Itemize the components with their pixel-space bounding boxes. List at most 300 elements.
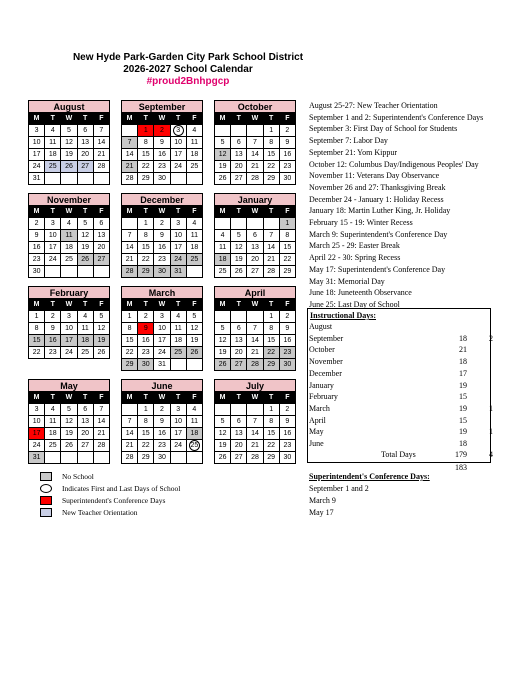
day-cell: 18 — [170, 335, 186, 347]
day-cell: 14 — [247, 335, 263, 347]
day-cell: 24 — [29, 440, 45, 452]
day-cell: 29 — [263, 359, 279, 371]
weekday-label: T — [45, 300, 61, 311]
instructional-month: March — [309, 403, 330, 413]
day-cell: 12 — [215, 149, 231, 161]
weekday-label: W — [247, 114, 263, 125]
day-cell: 3 — [45, 218, 61, 230]
week-row — [215, 254, 296, 266]
weekday-label: M — [122, 300, 138, 311]
day-cell: 3 — [170, 404, 186, 416]
weekday-label: F — [93, 114, 109, 125]
instructional-month: December — [309, 368, 342, 378]
month-february — [28, 286, 110, 359]
day-cell: 13 — [231, 149, 247, 161]
month-january — [214, 193, 296, 278]
day-cell: 24 — [45, 254, 61, 266]
day-cell: 1 — [279, 218, 295, 230]
day-cell — [61, 452, 77, 464]
day-cell: 31 — [29, 173, 45, 185]
day-cell: 23 — [154, 440, 170, 452]
day-cell: 17 — [170, 242, 186, 254]
month-table — [121, 113, 203, 185]
day-cell: 24 — [170, 254, 186, 266]
month-name: October — [214, 100, 296, 113]
day-cell: 12 — [93, 323, 109, 335]
day-cell: 28 — [122, 266, 138, 278]
day-cell: 6 — [231, 323, 247, 335]
day-cell: 2 — [279, 404, 295, 416]
day-cell: 5 — [186, 311, 202, 323]
day-cell — [247, 218, 263, 230]
month-december — [121, 193, 203, 278]
day-cell: 13 — [247, 242, 263, 254]
week-row — [29, 173, 110, 185]
event-item: September 7: Labor Day — [309, 136, 388, 146]
day-cell: 8 — [138, 416, 154, 428]
day-cell: 22 — [263, 440, 279, 452]
week-row — [29, 311, 110, 323]
weekday-label: W — [61, 393, 77, 404]
event-item: May 31: Memorial Day — [309, 276, 385, 286]
day-cell: 1 — [138, 404, 154, 416]
day-cell: 26 — [215, 359, 231, 371]
instructional-month: September — [309, 333, 344, 343]
weekday-label: T — [231, 207, 247, 218]
month-table — [214, 206, 296, 278]
event-item: October 12: Columbus Day/Indigenous Peoples' Day — [309, 159, 479, 169]
day-cell: 11 — [215, 242, 231, 254]
day-cell — [122, 404, 138, 416]
day-cell: 27 — [231, 452, 247, 464]
weekday-header — [29, 207, 110, 218]
instructional-month: April — [309, 415, 326, 425]
week-row — [215, 428, 296, 440]
week-row — [122, 347, 203, 359]
event-item: January 18: Martin Luther King, Jr. Holiday — [309, 206, 451, 216]
weekday-label: T — [77, 207, 93, 218]
instructional-month: January — [309, 380, 334, 390]
day-cell: 14 — [93, 137, 109, 149]
day-cell: 4 — [186, 218, 202, 230]
weekday-label: T — [231, 300, 247, 311]
day-cell: 1 — [29, 311, 45, 323]
day-cell: 10 — [170, 230, 186, 242]
month-october — [214, 100, 296, 185]
day-cell: 11 — [61, 230, 77, 242]
day-cell: 21 — [247, 161, 263, 173]
day-cell: 26 — [61, 440, 77, 452]
weekday-label: T — [263, 207, 279, 218]
day-cell: 24 — [170, 161, 186, 173]
day-cell: 22 — [122, 347, 138, 359]
day-cell: 16 — [154, 242, 170, 254]
day-cell: 12 — [61, 137, 77, 149]
total-extra: 4 — [489, 450, 493, 459]
legend-label: Superintendent's Conference Days — [62, 496, 166, 505]
day-cell — [45, 452, 61, 464]
week-row — [215, 137, 296, 149]
day-cell: 25 — [77, 347, 93, 359]
day-cell: 9 — [154, 230, 170, 242]
day-cell: 8 — [279, 230, 295, 242]
weekday-label: M — [215, 207, 231, 218]
day-cell: 2 — [138, 311, 154, 323]
week-row — [29, 440, 110, 452]
day-cell: 29 — [263, 452, 279, 464]
day-cell: 17 — [29, 149, 45, 161]
weekday-header — [122, 393, 203, 404]
month-september — [121, 100, 203, 185]
day-cell: 5 — [215, 323, 231, 335]
day-cell: 28 — [93, 440, 109, 452]
superintendent-item: September 1 and 2 — [309, 484, 369, 493]
event-item: March 9: Superintendent's Conference Day — [309, 229, 448, 239]
day-cell: 14 — [247, 428, 263, 440]
day-cell: 27 — [77, 161, 93, 173]
instructional-days: 18 — [459, 357, 467, 367]
day-cell — [186, 173, 202, 185]
day-cell: 28 — [247, 173, 263, 185]
day-cell: 9 — [154, 137, 170, 149]
day-cell: 1 — [138, 125, 154, 137]
month-name: May — [28, 379, 110, 392]
day-cell: 27 — [231, 359, 247, 371]
day-cell: 9 — [279, 323, 295, 335]
day-cell: 15 — [279, 242, 295, 254]
day-cell: 19 — [215, 347, 231, 359]
week-row — [215, 452, 296, 464]
weekday-label: F — [93, 207, 109, 218]
day-cell: 17 — [170, 149, 186, 161]
day-cell: 8 — [263, 137, 279, 149]
month-name: August — [28, 100, 110, 113]
instructional-row — [309, 356, 514, 368]
day-cell: 18 — [45, 428, 61, 440]
day-cell: 25 — [186, 254, 202, 266]
day-cell: 19 — [61, 428, 77, 440]
day-cell: 2 — [154, 404, 170, 416]
day-cell: 3 — [29, 404, 45, 416]
day-cell: 9 — [154, 416, 170, 428]
event-item: February 15 - 19: Winter Recess — [309, 218, 413, 228]
day-cell: 25 — [215, 266, 231, 278]
day-cell: 22 — [138, 254, 154, 266]
instructional-extra: 2 — [489, 333, 493, 343]
weekday-label: W — [247, 300, 263, 311]
instructional-month: June — [309, 439, 324, 448]
day-cell: 28 — [247, 359, 263, 371]
month-table — [214, 392, 296, 464]
weekday-label: F — [186, 114, 202, 125]
day-cell: 14 — [122, 428, 138, 440]
day-cell: 13 — [77, 416, 93, 428]
week-row — [29, 254, 110, 266]
day-cell: 1 — [138, 218, 154, 230]
day-cell: 31 — [29, 452, 45, 464]
day-cell: 6 — [77, 404, 93, 416]
month-name: April — [214, 286, 296, 299]
weekday-label: F — [279, 114, 295, 125]
week-row — [122, 359, 203, 371]
day-cell: 20 — [231, 347, 247, 359]
weekday-label: M — [122, 207, 138, 218]
events-list — [309, 100, 509, 311]
day-cell: 3 — [29, 125, 45, 137]
day-cell: 9 — [45, 323, 61, 335]
weekday-label: T — [263, 393, 279, 404]
day-cell: 22 — [279, 254, 295, 266]
day-cell — [215, 125, 231, 137]
week-row — [215, 335, 296, 347]
day-cell: 18 — [77, 335, 93, 347]
day-cell: 1 — [263, 125, 279, 137]
day-cell: 19 — [186, 335, 202, 347]
week-row — [122, 452, 203, 464]
day-cell — [93, 173, 109, 185]
day-cell — [93, 452, 109, 464]
day-cell: 20 — [93, 242, 109, 254]
weekday-label: F — [279, 300, 295, 311]
month-table — [28, 113, 110, 185]
week-row — [122, 254, 203, 266]
day-cell — [231, 404, 247, 416]
weekday-label: W — [154, 114, 170, 125]
day-cell — [247, 404, 263, 416]
week-row — [122, 335, 203, 347]
day-cell: 12 — [215, 428, 231, 440]
day-cell: 6 — [77, 125, 93, 137]
day-cell: 6 — [231, 416, 247, 428]
day-cell: 15 — [138, 242, 154, 254]
weekday-header — [29, 393, 110, 404]
day-cell: 7 — [263, 230, 279, 242]
day-cell: 4 — [45, 404, 61, 416]
day-cell: 30 — [154, 173, 170, 185]
week-row — [215, 359, 296, 371]
day-cell — [61, 173, 77, 185]
day-cell: 27 — [247, 266, 263, 278]
month-name: January — [214, 193, 296, 206]
week-row — [215, 242, 296, 254]
day-cell: 13 — [231, 428, 247, 440]
day-cell: 23 — [154, 254, 170, 266]
legend-label: Indicates First and Last Days of School — [62, 484, 181, 493]
month-june — [121, 379, 203, 464]
weekday-label: F — [186, 300, 202, 311]
day-cell: 7 — [93, 125, 109, 137]
instructional-row — [309, 380, 514, 392]
weekday-label: F — [93, 393, 109, 404]
day-cell: 13 — [77, 137, 93, 149]
day-cell — [231, 218, 247, 230]
instructional-month: August — [309, 322, 333, 331]
weekday-label: W — [154, 393, 170, 404]
day-cell: 7 — [122, 137, 138, 149]
legend-item — [40, 495, 280, 507]
day-cell: 23 — [279, 161, 295, 173]
day-cell: 3 — [170, 218, 186, 230]
week-row — [122, 125, 203, 137]
week-row — [122, 173, 203, 185]
week-row — [215, 311, 296, 323]
day-cell: 9 — [29, 230, 45, 242]
day-cell: 20 — [231, 440, 247, 452]
day-cell — [77, 173, 93, 185]
day-cell: 21 — [247, 347, 263, 359]
instructional-row — [309, 391, 514, 403]
day-cell: 6 — [231, 137, 247, 149]
day-circle: 25 — [190, 442, 199, 449]
day-cell: 19 — [215, 440, 231, 452]
day-cell — [170, 359, 186, 371]
day-cell: 9 — [279, 137, 295, 149]
month-name: November — [28, 193, 110, 206]
week-row — [29, 125, 110, 137]
day-cell: 18 — [186, 428, 202, 440]
day-cell: 15 — [29, 335, 45, 347]
week-row — [122, 242, 203, 254]
weekday-header — [215, 114, 296, 125]
weekday-label: W — [61, 114, 77, 125]
day-cell: 23 — [279, 347, 295, 359]
day-cell: 14 — [122, 149, 138, 161]
day-cell — [186, 440, 202, 452]
day-cell — [170, 173, 186, 185]
instructional-extra: 1 — [489, 403, 493, 413]
day-cell: 15 — [263, 149, 279, 161]
day-cell: 2 — [154, 218, 170, 230]
weekday-label: T — [263, 114, 279, 125]
week-row — [29, 428, 110, 440]
day-cell: 10 — [61, 323, 77, 335]
day-cell: 26 — [61, 161, 77, 173]
day-cell: 5 — [231, 230, 247, 242]
day-cell: 17 — [170, 428, 186, 440]
day-cell — [170, 452, 186, 464]
week-row — [29, 161, 110, 173]
day-cell: 2 — [279, 311, 295, 323]
day-cell: 12 — [215, 335, 231, 347]
weekday-label: F — [93, 300, 109, 311]
day-cell: 2 — [29, 218, 45, 230]
legend-swatch-no-school — [40, 472, 52, 481]
week-row — [215, 161, 296, 173]
day-cell: 17 — [154, 335, 170, 347]
day-cell: 10 — [29, 137, 45, 149]
day-cell: 15 — [138, 149, 154, 161]
instructional-extra: 1 — [489, 427, 493, 437]
weekday-header — [122, 114, 203, 125]
day-cell: 21 — [122, 440, 138, 452]
day-cell — [215, 404, 231, 416]
day-cell: 23 — [279, 440, 295, 452]
day-cell: 26 — [93, 347, 109, 359]
weekday-label: T — [263, 300, 279, 311]
legend-swatch-conference — [40, 496, 52, 505]
day-cell: 16 — [29, 242, 45, 254]
instructional-row — [309, 344, 514, 356]
day-cell: 26 — [215, 452, 231, 464]
weekday-label: F — [279, 207, 295, 218]
day-cell: 12 — [186, 323, 202, 335]
day-cell: 20 — [247, 254, 263, 266]
day-cell: 15 — [263, 428, 279, 440]
day-cell: 5 — [61, 404, 77, 416]
day-cell: 29 — [138, 266, 154, 278]
day-cell: 18 — [61, 242, 77, 254]
day-cell: 10 — [154, 323, 170, 335]
week-row — [122, 218, 203, 230]
month-table — [121, 206, 203, 278]
day-cell: 11 — [186, 416, 202, 428]
weekday-header — [29, 300, 110, 311]
day-cell: 24 — [170, 440, 186, 452]
week-row — [215, 440, 296, 452]
day-cell: 23 — [154, 161, 170, 173]
day-cell: 12 — [77, 230, 93, 242]
grand-total: 183 — [455, 463, 467, 472]
instructional-row — [309, 368, 514, 380]
day-cell: 8 — [138, 137, 154, 149]
month-name: December — [121, 193, 203, 206]
day-cell: 28 — [247, 452, 263, 464]
day-cell: 30 — [279, 452, 295, 464]
month-november — [28, 193, 110, 278]
event-item: August 25-27: New Teacher Orientation — [309, 101, 438, 110]
week-row — [29, 137, 110, 149]
instructional-days: 15 — [459, 415, 467, 425]
week-row — [215, 266, 296, 278]
day-cell: 22 — [29, 347, 45, 359]
weekday-label: T — [45, 393, 61, 404]
superintendent-days — [309, 471, 430, 519]
week-row — [29, 149, 110, 161]
day-cell: 15 — [138, 428, 154, 440]
instructional-row — [309, 415, 514, 427]
day-cell: 8 — [263, 416, 279, 428]
legend-label: New Teacher Orientation — [62, 508, 138, 517]
month-may — [28, 379, 110, 464]
month-table — [121, 392, 203, 464]
day-cell: 26 — [231, 266, 247, 278]
day-cell: 17 — [61, 335, 77, 347]
superintendent-item: May 17 — [309, 508, 334, 517]
weekday-label: M — [215, 300, 231, 311]
event-item: June 18: Juneteenth Observance — [309, 288, 412, 298]
week-row — [29, 242, 110, 254]
day-cell: 5 — [61, 125, 77, 137]
week-row — [122, 311, 203, 323]
instructional-days: 15 — [459, 392, 467, 402]
day-cell: 7 — [93, 404, 109, 416]
month-table — [28, 206, 110, 278]
day-cell: 10 — [45, 230, 61, 242]
event-item: December 24 - January 1: Holiday Recess — [309, 194, 444, 204]
day-cell: 30 — [154, 452, 170, 464]
day-cell: 11 — [170, 323, 186, 335]
day-cell: 24 — [61, 347, 77, 359]
week-row — [122, 404, 203, 416]
day-cell: 21 — [247, 440, 263, 452]
day-cell: 11 — [186, 137, 202, 149]
week-row — [29, 416, 110, 428]
day-cell: 10 — [29, 416, 45, 428]
weekday-label: T — [138, 300, 154, 311]
weekday-label: W — [154, 207, 170, 218]
weekday-label: T — [45, 207, 61, 218]
day-cell: 4 — [186, 404, 202, 416]
